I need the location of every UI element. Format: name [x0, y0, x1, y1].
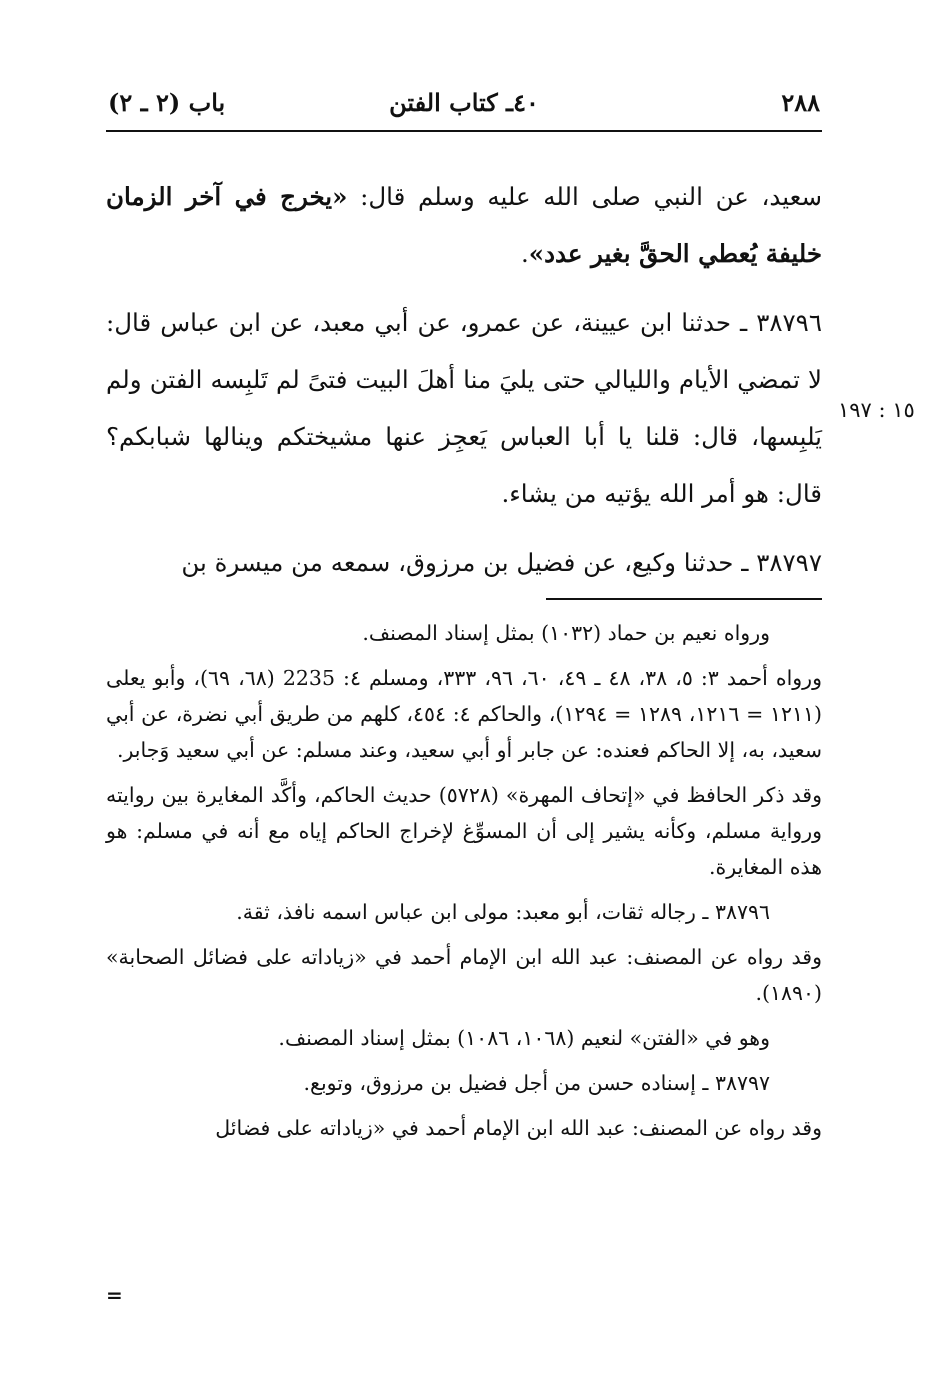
book-title: ٤٠ـ كتاب الفتن	[389, 88, 539, 117]
hadith-38796: ٣٨٧٩٦ ـ حدثنا ابن عيينة، عن عمرو، عن أبي معبد، عن ابن عباس قال: لا تمضي الأيام والليالي حتى يليَ منا أهلَ البيت فتىً لم تَلبِسه الفتن ولم يَلبِسها، قال: قلنا يا أبا العباس يَعجِز عنها مشيختكم وينالها شبابكم؟ قال: هو أمر الله يؤتيه من يشاء.	[106, 308, 822, 508]
footnote-paragraph: ورواه أحمد ٣: ٥، ٣٨، ٤٨ ـ ٤٩، ٦٠، ٩٦، ٣٣٣، ومسلم ٤: 2235 (٦٨، ٦٩)، وأبو يعلى (١٢١١ = ١٢١٦، ١٢٨٩ = ١٢٩٤)، والحاكم ٤: ٤٥٤، كلهم من طريق أبي نضرة، عن أبي سعيد، به، إلا الحاكم فعنده: عن جابر أو أبي سعيد، وعند مسلم: عن أبي سعيد وَجابر.	[106, 666, 822, 762]
chapter-label: باب (٢ ـ ٢)	[108, 88, 226, 117]
header-rule	[106, 130, 822, 132]
hadith-continuation	[106, 168, 822, 282]
footnotes	[106, 615, 822, 1155]
footnote-paragraph: وهو في «الفتن» لنعيم (١٠٦٨، ١٠٨٦) بمثل إسناد المصنف.	[278, 1026, 770, 1050]
main-text	[106, 168, 822, 591]
footnote-paragraph: ٣٨٧٩٦ ـ رجاله ثقات، أبو معبد: مولى ابن عباس اسمه نافذ، ثقة.	[236, 900, 770, 924]
footnote-paragraph: ٣٨٧٩٧ ـ إسناده حسن من أجل فضيل بن مرزوق، وتوبع.	[303, 1071, 770, 1095]
hadith-38797: ٣٨٧٩٧ ـ حدثنا وكيع، عن فضيل بن مرزوق، سمعه من ميسرة بن	[181, 548, 822, 577]
footnote-paragraph: وقد رواه عن المصنف: عبد الله ابن الإمام أحمد في «زياداته على فضائل	[215, 1116, 822, 1140]
sentence-end: .	[520, 239, 529, 268]
hadith-quote: «يخرج في آخر الزمان خليفة يُعطي الحقَّ بغير عدد»	[106, 182, 822, 268]
footnote-paragraph: ورواه نعيم بن حماد (١٠٣٢) بمثل إسناد المصنف.	[362, 621, 770, 645]
page-header	[106, 88, 822, 126]
page-number: ٢٨٨	[781, 88, 820, 117]
footnote-rule	[546, 598, 822, 600]
margin-reference: ١٥ : ١٩٧	[838, 398, 915, 422]
narration-text: سعيد، عن النبي صلى الله عليه وسلم قال:	[347, 182, 823, 211]
footnote-paragraph: وقد ذكر الحافظ في «إتحاف المهرة» (٥٧٢٨) حديث الحاكم، وأكَّد المغايرة بين روايته ورواية مسلم، وكأنه يشير إلى أن المسوِّغ لإخراج الحاكم إياه مع أنه في مسلم: هو هذه المغايرة.	[106, 783, 822, 879]
continuation-mark: =	[106, 1283, 123, 1307]
footnote-paragraph: وقد رواه عن المصنف: عبد الله ابن الإمام أحمد في «زياداته على فضائل الصحابة» (١٨٩٠).	[106, 945, 822, 1005]
